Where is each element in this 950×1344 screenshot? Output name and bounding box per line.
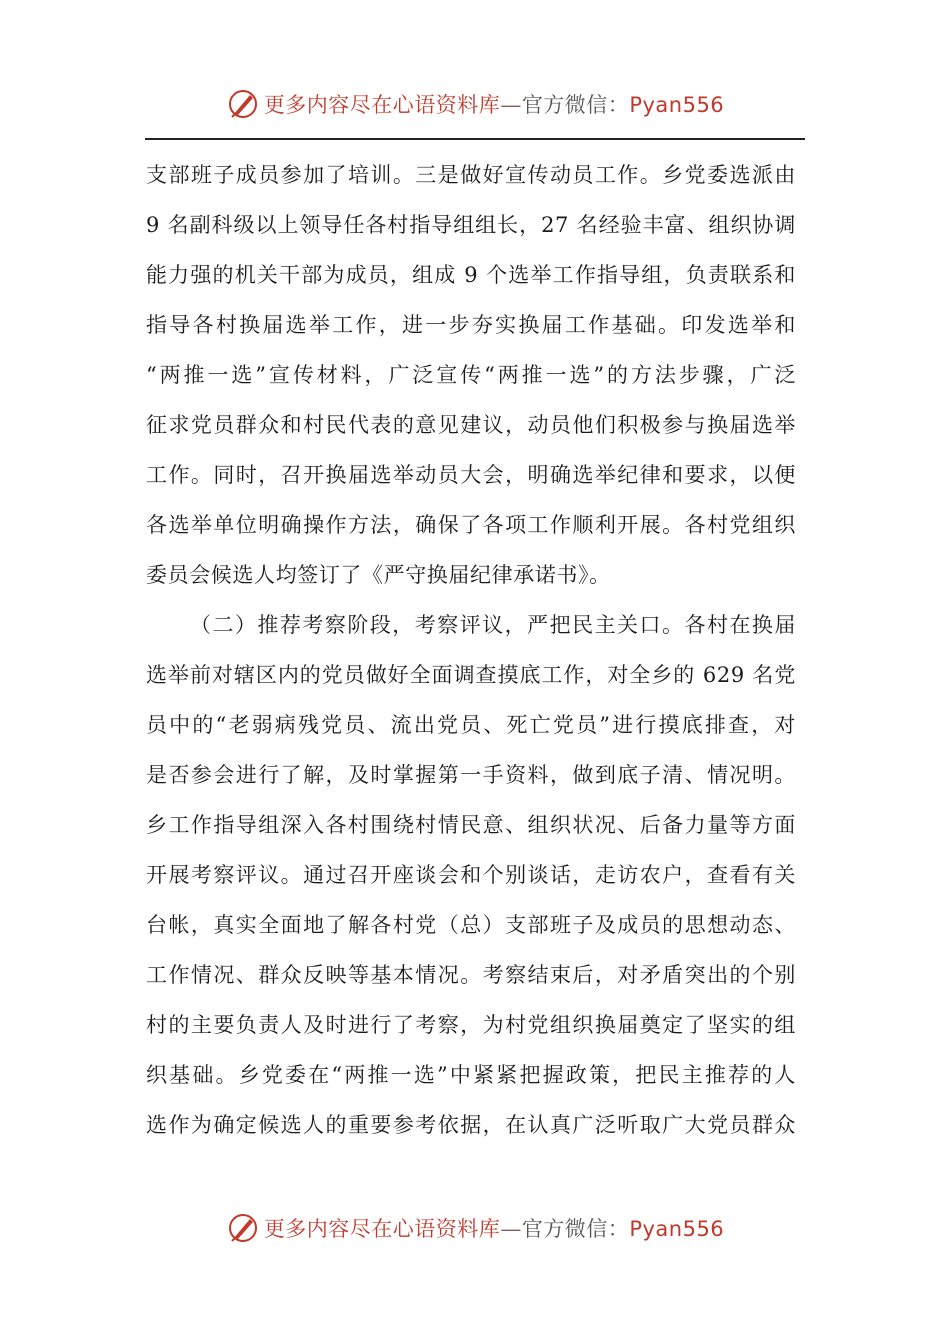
- body-line: 征求党员群众和村民代表的意见建议，动员他们积极参与换届选举: [146, 413, 796, 437]
- body-line: 工作情况、群众反映等基本情况。考察结束后，对矛盾突出的个别: [146, 963, 796, 987]
- body-line: “两推一选”宣传材料，广泛宣传“两推一选”的方法步骤，广泛: [146, 363, 796, 387]
- footer-wechat-id: Pyan556: [629, 1217, 725, 1241]
- document-body: [146, 150, 796, 1150]
- body-line: 选作为确定候选人的重要参考依据，在认真广泛听取广大党员群众: [146, 1113, 796, 1137]
- footer-brand: 更多内容尽在心语资料库: [263, 1217, 501, 1241]
- header-divider: [145, 138, 805, 140]
- header-separator: —: [500, 93, 522, 117]
- body-line: 9 名副科级以上领导任各村指导组组长，27 名经验丰富、组织协调: [146, 213, 796, 237]
- header-watermark: [264, 89, 724, 119]
- body-line: 支部班子成员参加了培训。三是做好宣传动员工作。乡党委选派由: [146, 163, 796, 187]
- body-line: 员中的“老弱病残党员、流出党员、死亡党员”进行摸底排查，对: [146, 713, 796, 737]
- body-line: 能力强的机关干部为成员，组成 9 个选举工作指导组，负责联系和: [146, 263, 796, 287]
- body-line: 是否参会进行了解，及时掌握第一手资料，做到底子清、情况明。: [146, 763, 796, 787]
- body-line: 开展考察评议。通过召开座谈会和个别谈话，走访农户，查看有关: [146, 863, 796, 887]
- header-label: 官方微信：: [521, 93, 630, 117]
- footer-label: 官方微信：: [521, 1217, 630, 1241]
- body-line: 村的主要负责人及时进行了考察，为村党组织换届奠定了坚实的组: [146, 1013, 796, 1037]
- body-line: 指导各村换届选举工作，进一步夯实换届工作基础。印发选举和: [146, 313, 796, 337]
- body-line: 乡工作指导组深入各村围绕村情民意、组织状况、后备力量等方面: [146, 813, 796, 837]
- footer-separator: —: [500, 1217, 522, 1241]
- footer-watermark: [264, 1213, 724, 1243]
- header-banner: [0, 84, 950, 124]
- section-heading-line: （二）推荐考察阶段，考察评议，严把民主关口。各村在换届: [190, 613, 796, 637]
- quill-pen-logo-icon: [226, 1211, 260, 1245]
- footer-banner: [0, 1208, 950, 1248]
- body-line: 选举前对辖区内的党员做好全面调查摸底工作，对全乡的 629 名党: [146, 663, 796, 687]
- quill-pen-logo-icon: [226, 87, 260, 121]
- header-brand: 更多内容尽在心语资料库: [263, 93, 501, 117]
- header-wechat-id: Pyan556: [629, 93, 725, 117]
- body-line: 委员会候选人均签订了《严守换届纪律承诺书》。: [146, 563, 611, 587]
- body-line: 台帐，真实全面地了解各村党（总）支部班子及成员的思想动态、: [146, 913, 796, 937]
- body-line: 各选举单位明确操作方法，确保了各项工作顺利开展。各村党组织: [146, 513, 796, 537]
- body-line: 工作。同时，召开换届选举动员大会，明确选举纪律和要求，以便: [146, 463, 796, 487]
- body-line: 织基础。乡党委在“两推一选”中紧紧把握政策，把民主推荐的人: [146, 1063, 796, 1087]
